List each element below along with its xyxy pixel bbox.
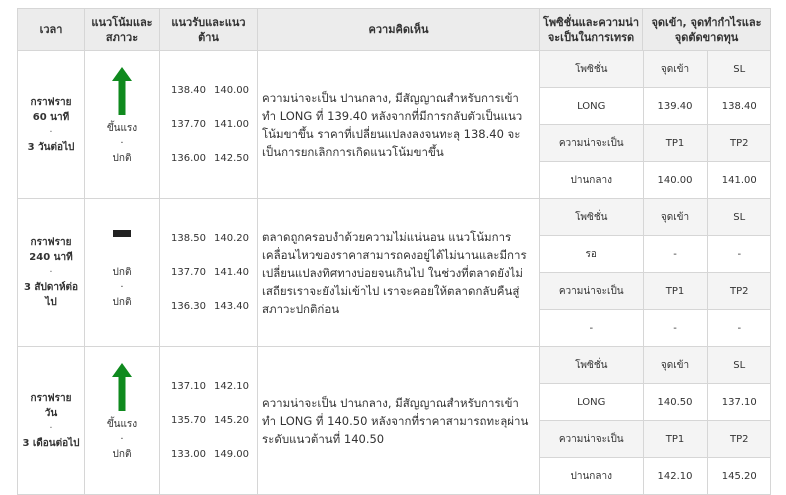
support-level: 136.30: [171, 301, 206, 312]
levels-cell: [160, 199, 258, 347]
position-label: โพซิชั่น: [540, 347, 643, 384]
entry-value: 140.50: [643, 384, 707, 421]
entry-label: จุดเข้า: [643, 199, 707, 236]
timeframe-separator: ·: [49, 126, 53, 138]
entry-value: 139.40: [643, 88, 707, 125]
position-value: LONG: [540, 88, 643, 125]
tp1-label: TP1: [643, 273, 707, 310]
header-targets: จุดเข้า, จุดทำกำไรและจุดตัดขาดทุน: [643, 9, 771, 51]
timeframe-horizon: 3 สัปดาห์ต่อไป: [23, 282, 79, 308]
resistance-level: 145.20: [214, 415, 249, 426]
sl-label: SL: [707, 347, 771, 384]
trend-cell: [85, 347, 160, 495]
timeframe-label: กราฟราย: [30, 96, 72, 108]
resistance-level: 143.40: [214, 301, 249, 312]
entry-label: จุดเข้า: [643, 51, 707, 88]
tp2-label: TP2: [707, 421, 771, 458]
trade-analysis-table: [17, 8, 771, 495]
position-value: รอ: [540, 236, 643, 273]
level-pair: [171, 256, 257, 290]
probability-value: ปานกลาง: [540, 458, 643, 495]
header-time: เวลา: [18, 9, 85, 51]
level-pair: [171, 438, 257, 472]
sl-label: SL: [707, 51, 771, 88]
entry-label: จุดเข้า: [643, 347, 707, 384]
timeframe-horizon: 3 เดือนต่อไป: [22, 437, 80, 449]
trend-strength: ขึ้นแรง: [106, 419, 138, 430]
analysis-row-daily: [18, 347, 771, 495]
support-level: 138.40: [171, 85, 206, 96]
timeframe-period: 240 นาที: [29, 252, 73, 263]
sl-label: SL: [707, 199, 771, 236]
trend-separator: ·: [120, 434, 124, 445]
level-pair: [171, 74, 257, 108]
timeframe-cell: [18, 199, 85, 347]
timeframe-label: กราฟราย: [30, 237, 72, 248]
trend-cell: [85, 51, 160, 199]
position-grid-cell: [540, 347, 771, 495]
tp1-value: 140.00: [643, 162, 707, 199]
probability-label: ความน่าจะเป็น: [540, 125, 643, 162]
support-level: 135.70: [171, 415, 206, 426]
timeframe-separator: ·: [49, 422, 53, 434]
trend-cell: [85, 199, 160, 347]
trend-strength: ขึ้นแรง: [106, 123, 138, 134]
up-arrow-icon: [112, 67, 132, 115]
level-pair: [171, 108, 257, 142]
probability-value: ปานกลาง: [540, 162, 643, 199]
dash-icon: [112, 227, 132, 239]
trend-condition: ปกติ: [112, 297, 132, 308]
timeframe-cell: [18, 347, 85, 495]
position-label: โพซิชั่น: [540, 51, 643, 88]
probability-value: -: [540, 310, 643, 347]
position-grid-cell: [540, 51, 771, 199]
levels-cell: [160, 347, 258, 495]
trend-condition: ปกติ: [112, 153, 132, 164]
header-levels: แนวรับและแนวต้าน: [160, 9, 258, 51]
tp1-label: TP1: [643, 421, 707, 458]
position-grid: [540, 199, 771, 346]
tp2-label: TP2: [707, 125, 771, 162]
level-pair: [171, 222, 257, 256]
position-label: โพซิชั่น: [540, 199, 643, 236]
tp2-value: -: [707, 310, 771, 347]
comment-cell: ความน่าจะเป็น ปานกลาง, มีสัญญาณสำหรับการเข้าทำ LONG ที่ 140.50 หลังจากที่ราคาสามารถทะลุผ่านระดับแนวต้านที่ 140.50: [258, 347, 540, 495]
trend-separator: ·: [120, 282, 124, 293]
timeframe-cell: [18, 51, 85, 199]
timeframe-horizon: 3 วันต่อไป: [27, 141, 75, 153]
support-level: 136.00: [171, 153, 206, 164]
resistance-level: 149.00: [214, 449, 249, 460]
comment-cell: ตลาดถูกครอบงำด้วยความไม่แน่นอน แนวโน้มการเคลื่อนไหวของราคาสามารถคงอยู่ได้ไม่นานและมีการเปลี่ยนแปลงทิศทางบ่อยจนเกินไป ในช่วงที่ตลาดยังไม่เสถียรเราจะยังไม่เข้าไป เราจะคอยให้ตลาดกลับคืนสู่สภาวะปกติก่อน: [258, 199, 540, 347]
position-grid-cell: [540, 199, 771, 347]
tp2-value: 145.20: [707, 458, 771, 495]
level-pair: [171, 404, 257, 438]
position-grid: [540, 51, 771, 198]
analysis-row-240min: [18, 199, 771, 347]
position-value: LONG: [540, 384, 643, 421]
tp1-label: TP1: [643, 125, 707, 162]
analysis-row-60min: [18, 51, 771, 199]
resistance-level: 142.50: [214, 153, 249, 164]
header-row: [18, 9, 771, 51]
support-level: 137.70: [171, 119, 206, 130]
sl-value: -: [707, 236, 771, 273]
timeframe-separator: ·: [49, 267, 53, 278]
resistance-level: 140.20: [214, 233, 249, 244]
sl-value: 137.10: [707, 384, 771, 421]
resistance-level: 141.40: [214, 267, 249, 278]
header-comment: ความคิดเห็น: [258, 9, 540, 51]
support-level: 137.10: [171, 381, 206, 392]
resistance-level: 142.10: [214, 381, 249, 392]
tp2-label: TP2: [707, 273, 771, 310]
resistance-level: 140.00: [214, 85, 249, 96]
comment-cell: ความน่าจะเป็น ปานกลาง, มีสัญญาณสำหรับการเข้าทำ LONG ที่ 139.40 หลังจากที่มีการกลับตัวเป็นแนวโน้มขาขึ้น ราคาที่เปลี่ยนแปลงลงจนทะลุ 138.40 จะเป็นการยกเลิกการเกิดแนวโน้มขาขึ้น: [258, 51, 540, 199]
support-level: 133.00: [171, 449, 206, 460]
levels-cell: [160, 51, 258, 199]
trend-separator: ·: [120, 138, 124, 149]
trend-condition: ปกติ: [112, 449, 132, 460]
sl-value: 138.40: [707, 88, 771, 125]
tp1-value: 142.10: [643, 458, 707, 495]
trend-strength: ปกติ: [112, 267, 132, 278]
resistance-level: 141.00: [214, 119, 249, 130]
support-level: 137.70: [171, 267, 206, 278]
entry-value: -: [643, 236, 707, 273]
probability-label: ความน่าจะเป็น: [540, 421, 643, 458]
support-level: 138.50: [171, 233, 206, 244]
header-position: โพซิชั่นและความน่าจะเป็นในการเทรด: [540, 9, 643, 51]
level-pair: [171, 370, 257, 404]
tp2-value: 141.00: [707, 162, 771, 199]
timeframe-label: กราฟราย: [30, 392, 72, 404]
timeframe-period: 60 นาที: [32, 111, 70, 123]
level-pair: [171, 142, 257, 176]
probability-label: ความน่าจะเป็น: [540, 273, 643, 310]
header-trend: แนวโน้มและสภาวะ: [85, 9, 160, 51]
position-grid: [540, 347, 771, 494]
up-arrow-icon: [112, 363, 132, 411]
tp1-value: -: [643, 310, 707, 347]
level-pair: [171, 290, 257, 324]
timeframe-period: วัน: [44, 407, 58, 419]
